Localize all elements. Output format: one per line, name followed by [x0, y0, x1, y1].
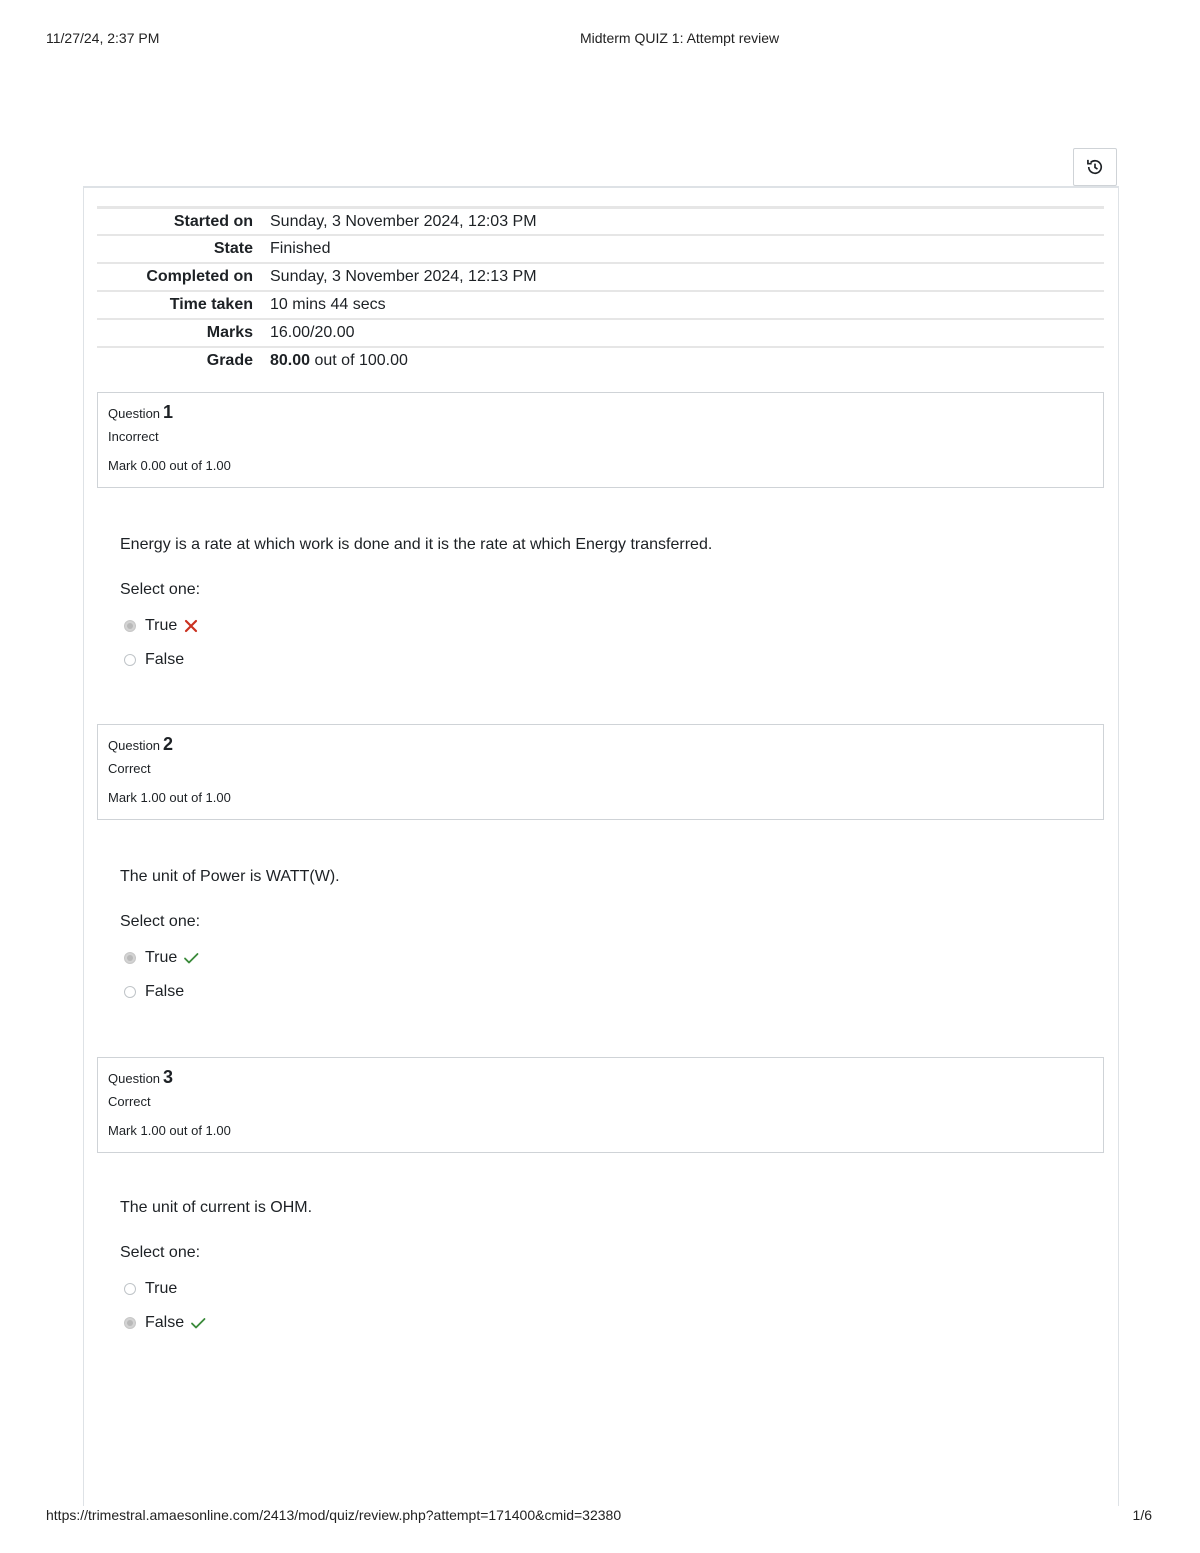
- print-datetime: 11/27/24, 2:37 PM: [46, 30, 160, 46]
- summary-row-state: [97, 234, 1104, 262]
- question-text: The unit of Power is WATT(W).: [120, 868, 340, 885]
- question-state: Incorrect: [108, 429, 159, 444]
- select-prompt: Select one:: [120, 581, 201, 598]
- select-prompt: Select one:: [120, 1244, 201, 1261]
- radio-selected[interactable]: [124, 1317, 136, 1329]
- question-label: Question: [108, 738, 161, 753]
- question-label: Question: [108, 1071, 161, 1086]
- summary-row-grade: [97, 346, 1104, 374]
- radio-unselected[interactable]: [124, 1283, 136, 1295]
- summary-label: Time taken: [169, 296, 253, 313]
- question-state: Correct: [108, 1094, 151, 1109]
- answer-options: [120, 947, 1080, 1003]
- option-label: False: [145, 1314, 185, 1331]
- question-grade: Mark 0.00 out of 1.00: [108, 458, 231, 473]
- question-grade: Mark 1.00 out of 1.00: [108, 790, 231, 805]
- answer-options: [120, 1278, 1080, 1334]
- option-false[interactable]: [120, 1312, 1080, 1334]
- summary-label: State: [213, 240, 253, 257]
- question-number: [108, 733, 1093, 755]
- option-true[interactable]: [120, 1278, 1080, 1300]
- option-label: True: [145, 1280, 178, 1297]
- question-text: The unit of current is OHM.: [120, 1199, 313, 1216]
- grade-out-of: out of 100.00: [310, 352, 408, 369]
- option-true[interactable]: [120, 615, 1080, 637]
- question-num: 2: [163, 734, 174, 754]
- summary-value: [270, 352, 408, 370]
- summary-row-marks: [97, 318, 1104, 346]
- question-state: Correct: [108, 761, 151, 776]
- question-info-2: [97, 724, 1104, 820]
- summary-label: Marks: [206, 324, 253, 341]
- summary-value: 10 mins 44 secs: [270, 296, 386, 313]
- radio-selected[interactable]: [124, 952, 136, 964]
- question-content-2: [120, 866, 1080, 1015]
- correct-check-icon: [183, 950, 199, 966]
- print-url: https://trimestral.amaesonline.com/2413/mod/quiz/review.php?attempt=171400&cmid=32380: [46, 1507, 622, 1523]
- question-content-3: [120, 1197, 1080, 1346]
- option-false[interactable]: [120, 649, 1080, 671]
- summary-row-completed: [97, 262, 1104, 290]
- timer-toggle-button[interactable]: [1073, 148, 1117, 186]
- print-page-number: 1/6: [1132, 1507, 1152, 1523]
- question-num: 1: [163, 402, 174, 422]
- radio-unselected[interactable]: [124, 986, 136, 998]
- print-footer: [46, 1507, 1152, 1525]
- question-label: Question: [108, 406, 161, 421]
- summary-row-started: [97, 206, 1104, 234]
- history-icon: [1085, 157, 1105, 177]
- incorrect-x-icon: [183, 618, 199, 634]
- print-title: Midterm QUIZ 1: Attempt review: [580, 30, 780, 46]
- option-label: False: [145, 983, 185, 1000]
- summary-value: Sunday, 3 November 2024, 12:13 PM: [270, 268, 537, 285]
- question-num: 3: [163, 1067, 174, 1087]
- question-content-1: [120, 534, 1080, 683]
- answer-options: [120, 615, 1080, 671]
- summary-value: Sunday, 3 November 2024, 12:03 PM: [270, 212, 537, 230]
- option-label: True: [145, 617, 178, 634]
- summary-label: Grade: [206, 352, 253, 369]
- radio-selected[interactable]: [124, 620, 136, 632]
- question-text: Energy is a rate at which work is done and it is the rate at which Energy transferred.: [120, 536, 713, 553]
- summary-label: Started on: [173, 212, 253, 230]
- grade-score: 80.00: [270, 352, 311, 369]
- radio-unselected[interactable]: [124, 654, 136, 666]
- question-info-1: [97, 392, 1104, 488]
- question-number: [108, 401, 1093, 423]
- question-grade: Mark 1.00 out of 1.00: [108, 1123, 231, 1138]
- print-header: [46, 30, 1152, 48]
- option-label: True: [145, 949, 178, 966]
- attempt-summary-table: [97, 206, 1104, 374]
- option-false[interactable]: [120, 981, 1080, 1003]
- option-label: False: [145, 651, 185, 668]
- question-number: [108, 1066, 1093, 1088]
- correct-check-icon: [190, 1315, 206, 1331]
- summary-label: Completed on: [146, 268, 253, 285]
- summary-value: Finished: [270, 240, 331, 257]
- summary-row-time-taken: [97, 290, 1104, 318]
- select-prompt: Select one:: [120, 913, 201, 930]
- option-true[interactable]: [120, 947, 1080, 969]
- summary-value: 16.00/20.00: [270, 324, 355, 341]
- question-info-3: [97, 1057, 1104, 1153]
